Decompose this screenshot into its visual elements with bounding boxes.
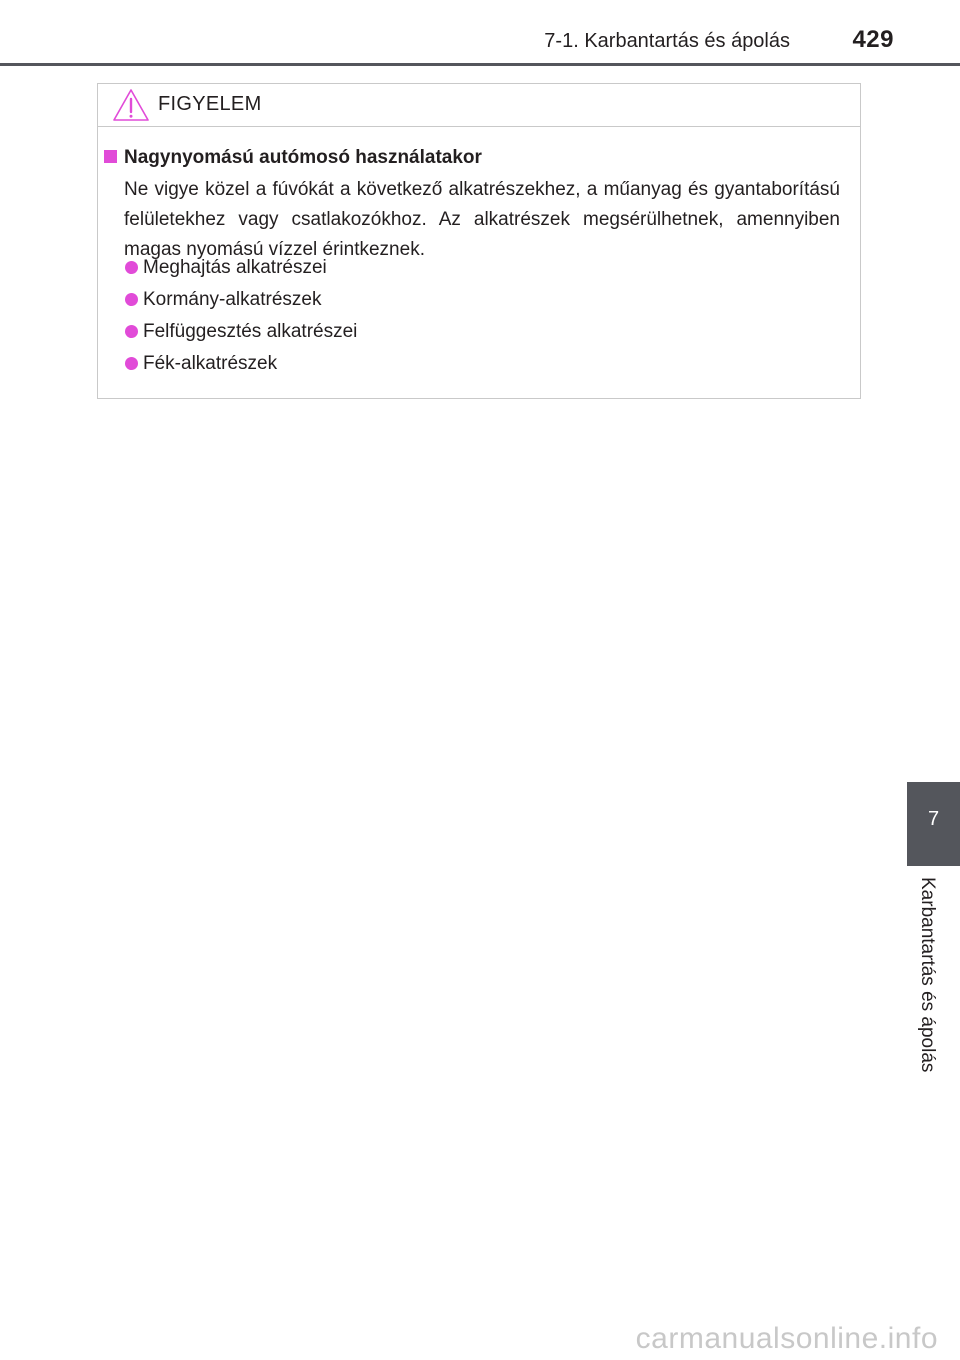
header-divider [0,63,960,66]
round-bullet-icon [125,261,138,274]
chapter-number: 7 [927,808,940,830]
page-number: 429 [852,26,894,53]
warning-bullet-list [125,252,357,380]
list-item-text: Fék-alkatrészek [143,353,278,374]
warning-paragraph: Ne vigye közel a fúvókát a következő alkatrészekhez, a műanyag és gyantaborítású felületekhez vagy csatlakozókhoz. Az alkatrészek megsérülhetnek, amennyiben magas nyomású vízzel érintkeznek. [124,179,840,260]
warning-header [98,84,860,127]
list-item-text: Kormány-alkatrészek [143,289,322,310]
round-bullet-icon [125,325,138,338]
watermark: carmanualsonline.info [635,1322,938,1355]
warning-triangle-icon [112,88,150,122]
list-item [125,316,357,348]
section-title: 7-1. Karbantartás és ápolás [544,30,790,52]
chapter-tab [907,782,960,866]
chapter-label: Karbantartás és ápolás [917,877,938,1073]
round-bullet-icon [125,293,138,306]
list-item [125,348,357,380]
warning-box [97,83,861,399]
list-item-text: Meghajtás alkatrészei [143,257,327,278]
list-item [125,284,357,316]
list-item-text: Felfüggesztés alkatrészei [143,321,358,342]
warning-item-heading-text: Nagynyomású autómosó használatakor [124,147,482,168]
warning-body [98,127,860,398]
page-header [0,0,960,66]
round-bullet-icon [125,357,138,370]
warning-title: FIGYELEM [158,93,262,115]
square-bullet-icon [104,150,117,163]
list-item [125,252,357,284]
warning-item-heading [104,147,482,169]
